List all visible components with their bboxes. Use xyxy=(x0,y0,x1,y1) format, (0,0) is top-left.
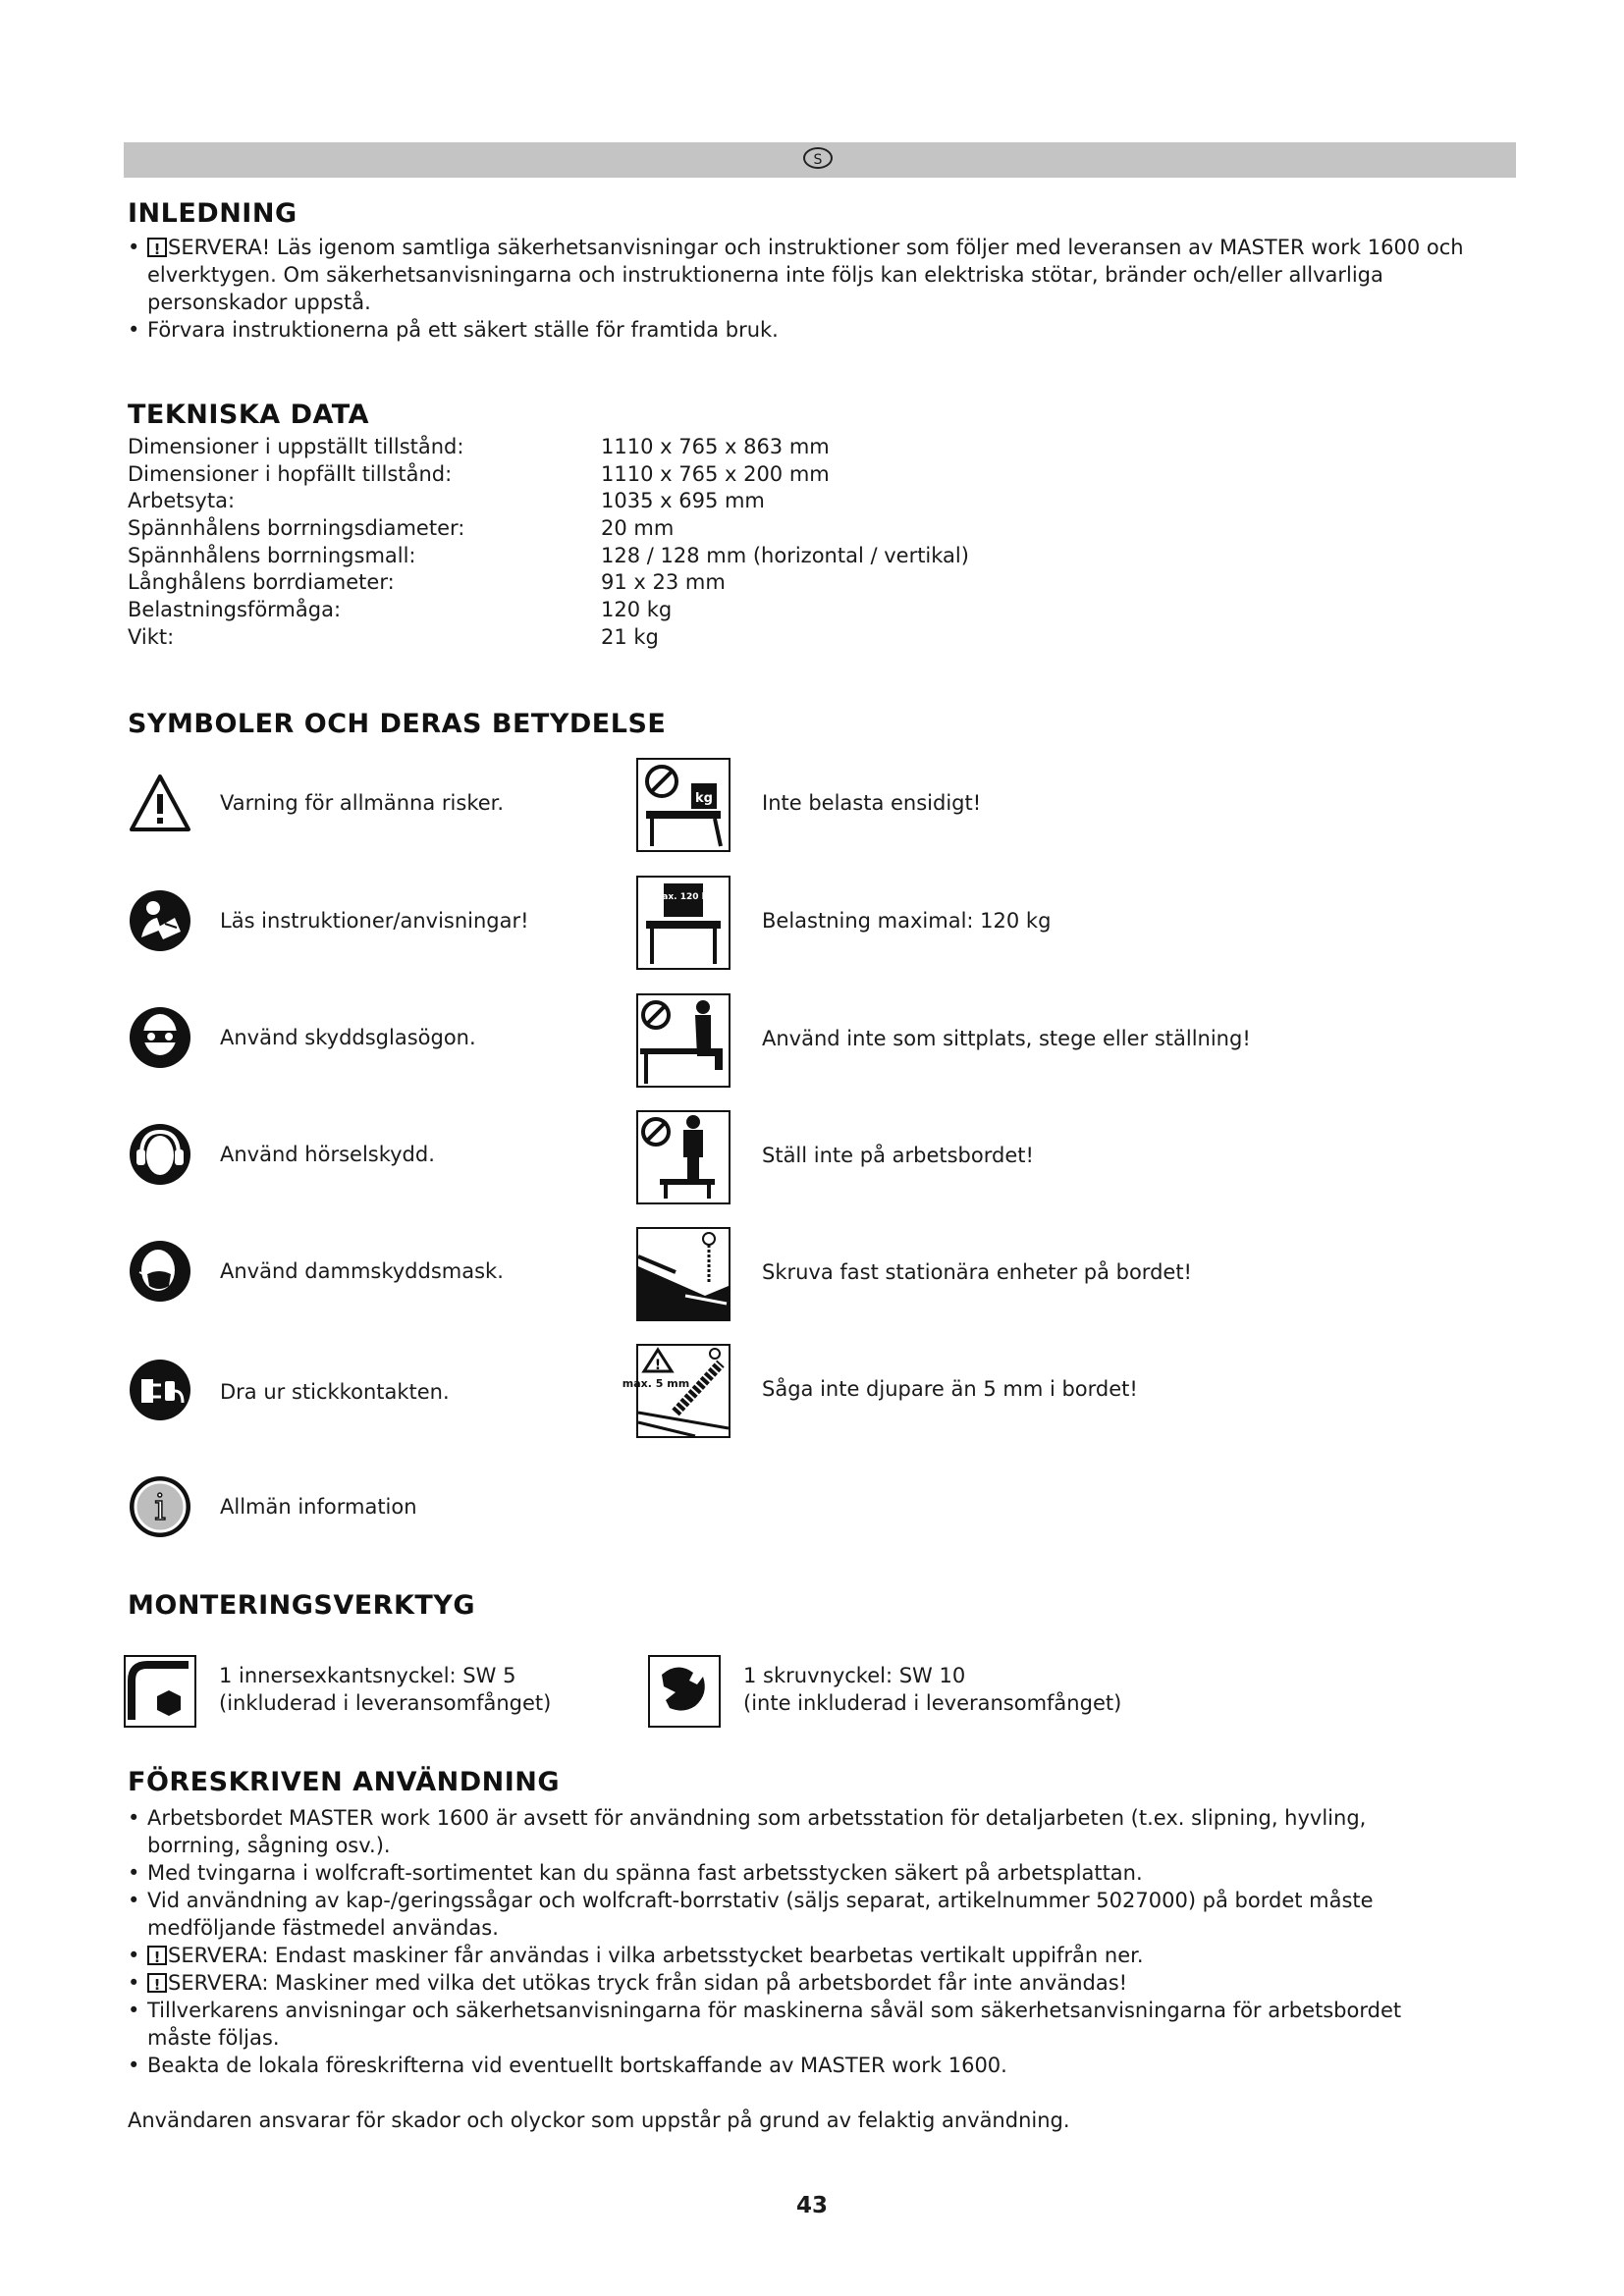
symbol-row: Varning för allmänna risker. xyxy=(128,771,717,839)
intro-bullets xyxy=(128,234,1483,344)
svg-text:kg: kg xyxy=(695,791,713,806)
usage-bullet: • Arbetsbordet MASTER work 1600 är avsett för användning som arbetsstation för detaljarbeten (t.ex. slipning, hyvling, borrning, sågning osv.). xyxy=(128,1804,1463,1859)
intro-bullet: !• SERVERA! Läs igenom samtliga säkerhetsanvisningar och instruktioner som följer med leveransen av MASTER work 1600 och elverktygen. Om säkerhetsanvisningarna och instruktionerna inte följs kan elektriska stötar, bränder och/eller allvarliga personskador uppstå. xyxy=(128,234,1483,316)
wrench-icon xyxy=(648,1655,721,1728)
symbol-row: Läs instruktioner/anvisningar! xyxy=(128,888,717,957)
unplug-icon xyxy=(128,1358,192,1422)
hex-key-icon xyxy=(124,1655,196,1728)
tech-title: TEKNISKA DATA xyxy=(128,400,370,430)
tool-item: 1 skruvnyckel: SW 10 (inte inkluderad i leveransomfånget) xyxy=(648,1655,1335,1730)
usage-bullet: !• SERVERA: Maskiner med vilka det utökas tryck från sidan på arbetsbordet får inte användas! xyxy=(128,1969,1463,1997)
ear-protection-icon xyxy=(128,1122,192,1187)
svg-text:max. 5 mm: max. 5 mm xyxy=(622,1377,690,1390)
tool-item: 1 innersexkantsnyckel: SW 5 (inkluderad i leveransomfånget) xyxy=(124,1655,674,1730)
screw-down-icon xyxy=(636,1227,731,1321)
symbol-row: kg Inte belasta ensidigt! xyxy=(636,758,1422,852)
usage-bullet: !• SERVERA: Endast maskiner får användas i vilka arbetsstycket bearbetas vertikalt uppifrån ner. xyxy=(128,1942,1463,1969)
no-standing-icon xyxy=(636,1110,731,1204)
symbol-row: Använd dammskyddsmask. xyxy=(128,1239,717,1308)
safety-goggles-icon xyxy=(128,1005,192,1070)
notice-icon xyxy=(147,1946,167,1965)
svg-text:max. 120 kg: max. 120 kg xyxy=(652,892,715,902)
symbol-row: Dra ur stickkontakten. xyxy=(128,1358,717,1426)
symbol-row: max. 120 kg Belastning maximal: 120 kg xyxy=(636,876,1422,970)
usage-closing: Användaren ansvarar för skador och olyckor som uppstår på grund av felaktig användning. xyxy=(128,2109,1070,2132)
header-bar xyxy=(124,142,1516,178)
no-one-sided-load-icon xyxy=(636,758,731,852)
language-badge: S xyxy=(803,147,833,169)
notice-icon xyxy=(147,238,167,257)
info-icon xyxy=(128,1474,192,1539)
svg-text:!: ! xyxy=(654,1358,662,1373)
read-manual-icon xyxy=(128,888,192,953)
max-saw-depth-icon xyxy=(622,1344,731,1438)
symbols-title: SYMBOLER OCH DERAS BETYDELSE xyxy=(128,709,667,739)
warning-icon xyxy=(128,771,192,835)
usage-bullet: • Med tvingarna i wolfcraft-sortimentet kan du spänna fast arbetsstycken säkert på arbetsplattan. xyxy=(128,1859,1463,1887)
symbol-row: Använd inte som sittplats, stege eller ställning! xyxy=(636,993,1422,1088)
dust-mask-icon xyxy=(128,1239,192,1304)
symbol-row: Skruva fast stationära enheter på bordet! xyxy=(636,1227,1422,1321)
svg-text:i: i xyxy=(154,1488,166,1528)
symbol-row: Använd skyddsglasögon. xyxy=(128,1005,717,1074)
usage-bullet: • Beakta de lokala föreskrifterna vid eventuellt bortskaffande av MASTER work 1600. xyxy=(128,2052,1463,2079)
notice-icon xyxy=(147,1973,167,1993)
intro-title: INLEDNING xyxy=(128,198,298,229)
usage-bullets xyxy=(128,1804,1463,2134)
symbol-row: Ställ inte på arbetsbordet! xyxy=(636,1110,1422,1204)
max-load-icon xyxy=(636,876,731,970)
intro-bullet: • Förvara instruktionerna på ett säkert ställe för framtida bruk. xyxy=(128,316,1483,344)
symbol-row: i Allmän information xyxy=(128,1474,717,1543)
no-sitting-icon xyxy=(636,993,731,1088)
usage-title: FÖRESKRIVEN ANVÄNDNING xyxy=(128,1767,561,1797)
page-number: 43 xyxy=(795,2193,828,2218)
tools-title: MONTERINGSVERKTYG xyxy=(128,1590,476,1621)
symbol-row: Använd hörselskydd. xyxy=(128,1122,717,1191)
symbol-row: ! max. 5 mm Såga inte djupare än 5 mm i bordet! xyxy=(636,1344,1422,1438)
usage-bullet: • Vid användning av kap-/geringssågar och wolfcraft-borrstativ (säljs separat, artikelnummer 5027000) på bordet måste medföljande fästmedel användas. xyxy=(128,1887,1463,1942)
usage-bullet: • Tillverkarens anvisningar och säkerhetsanvisningarna för maskinerna såväl som säkerhetsanvisningarna för arbetsbordet måste följas. xyxy=(128,1997,1463,2052)
